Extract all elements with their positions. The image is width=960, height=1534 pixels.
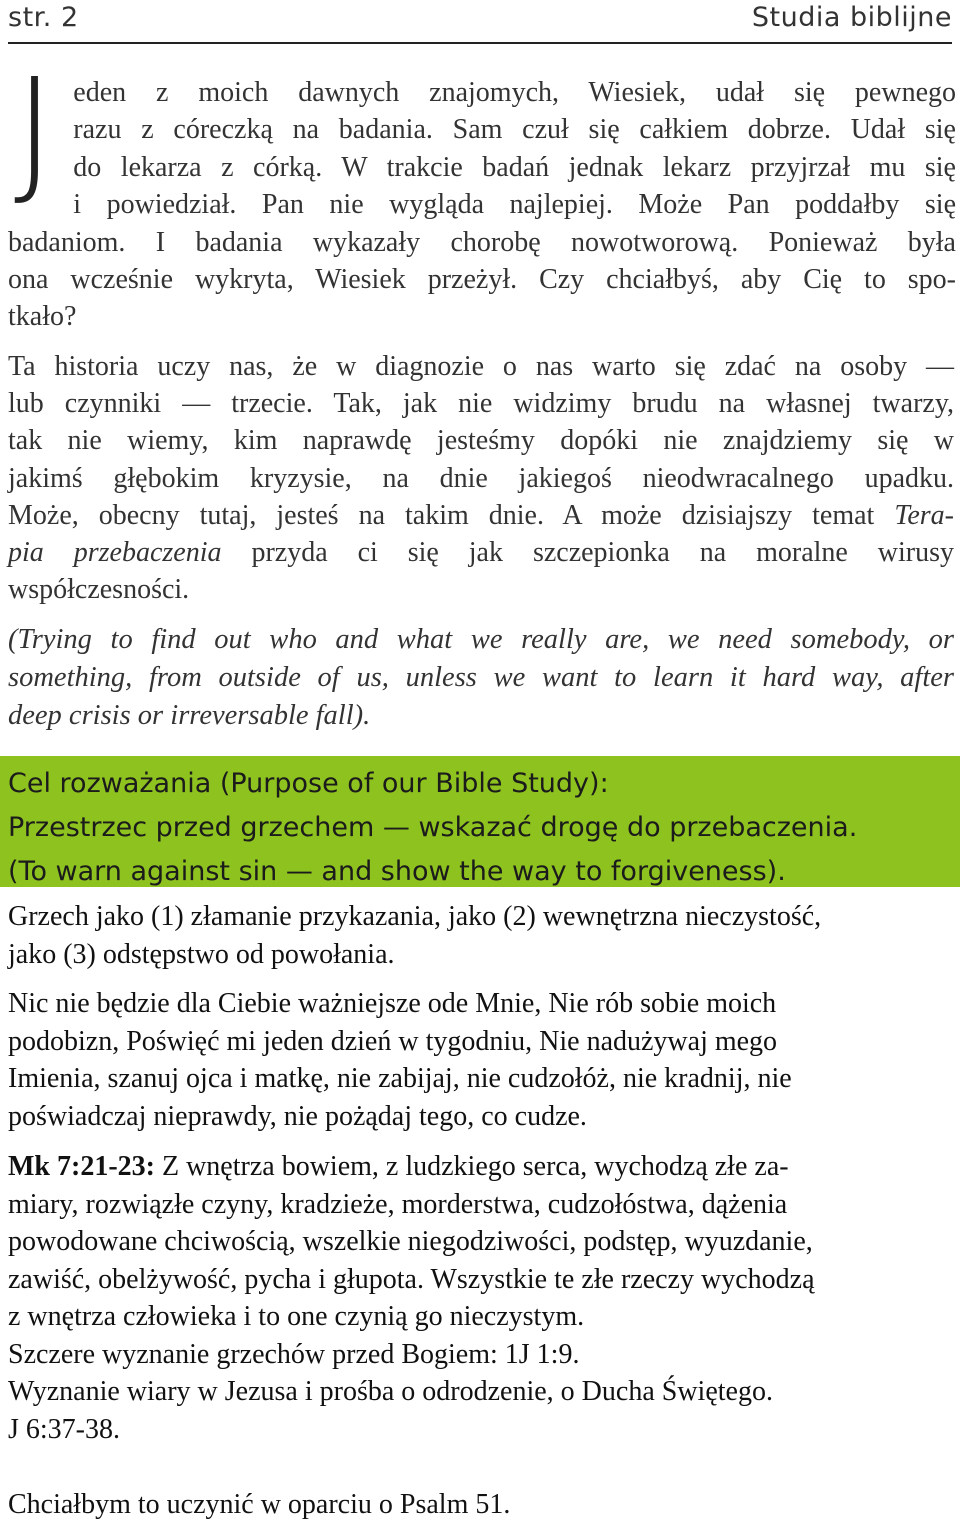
scripture-reference: Mk 7:21-23:: [8, 1151, 155, 1182]
intro-line: eden z moich dawnych znajomych, Wiesiek, udał się pewnego: [73, 77, 956, 108]
scripture-text: Z wnętrza bowiem, z ludzkiego serca, wychodzą złe za-: [161, 1151, 789, 1182]
intro-line: i powiedział. Pan nie wygląda najlepiej. Może Pan poddałby się: [73, 189, 956, 221]
story-line: [8, 534, 954, 571]
purpose-box: [0, 756, 960, 887]
topic-title-part2: pia przebaczenia: [8, 537, 222, 569]
body-line: [8, 1148, 954, 1186]
english-line: something, from outside of us, unless we want to learn it hard way, after: [8, 661, 954, 693]
page-header: [8, 0, 952, 44]
purpose-heading: Cel rozważania (Purpose of our Bible Study):: [8, 768, 609, 799]
intro-line: razu z córeczką na badania. Sam czuł się całkiem dobrze. Udał się: [73, 114, 956, 146]
body-line: miary, rozwiązłe czyny, kradzieże, morderstwa, cudzołóstwa, dążenia: [8, 1188, 788, 1220]
body-line: Nic nie będzie dla Ciebie ważniejsze ode Mnie, Nie rób sobie moich: [8, 988, 777, 1019]
body-line: Imienia, szanuj ojca i matkę, nie zabijaj, nie cudzołóż, nie kradnij, nie: [8, 1063, 792, 1094]
story-line: [8, 497, 954, 534]
body-line: Wyznanie wiary w Jezusa i prośba o odrodzenie, o Ducha Świętego.: [8, 1376, 773, 1407]
drop-cap: J: [14, 49, 56, 212]
story-text: przyda ci się jak szczepionka na moralne wirusy: [251, 537, 954, 569]
intro-line: ona wcześnie wykryta, Wiesiek przeżył. Czy chciałbyś, aby Cię to spo-: [8, 264, 956, 296]
body-line: jako (3) odstępstwo od powołania.: [8, 938, 395, 970]
intro-line: tkało?: [8, 301, 77, 333]
story-line: tak nie wiemy, kim naprawdę jesteśmy dopóki nie znajdziemy się w: [8, 425, 954, 457]
topic-title-part1: Tera-: [894, 499, 954, 531]
story-line: Ta historia uczy nas, że w diagnozie o nas warto się zdać na osoby —: [8, 351, 954, 382]
body-line: poświadczaj nieprawdy, nie pożądaj tego, co cudze.: [8, 1100, 587, 1132]
commandments-paragraph: [8, 985, 954, 1135]
body-line: Grzech jako (1) złamanie przykazania, jako (2) wewnętrzna nieczystość,: [8, 901, 822, 932]
body-line: z wnętrza człowieka i to one czynią go nieczystym.: [8, 1301, 585, 1332]
section-title: Studia biblijne: [751, 2, 952, 33]
story-text: Może, obecny tutaj, jesteś na takim dnie. A może dzisiajszy temat: [8, 499, 875, 531]
english-line: deep crisis or irreversable fall).: [8, 699, 371, 731]
story-paragraph: [8, 348, 954, 608]
story-line: jakimś głębokim kryzysie, na dnie jakiegoś nieodwracalnego upadku.: [8, 462, 954, 494]
body-line: zawiść, obelżywość, pycha i głupota. Wszystkie te złe rzeczy wychodzą: [8, 1263, 815, 1295]
story-line: współczesności.: [8, 574, 190, 606]
sin-definition: [8, 898, 954, 973]
body-line: powodowane chciwością, wszelkie niegodziwości, podstęp, wyuzdanie,: [8, 1226, 813, 1257]
page-number: str. 2: [8, 2, 79, 33]
purpose-polish: Przestrzec przed grzechem — wskazać drogę do przebaczenia.: [8, 812, 858, 843]
english-line: (Trying to find out who and what we really are, we need somebody, or: [8, 624, 954, 655]
body-line: J 6:37-38.: [8, 1413, 120, 1445]
english-translation: [8, 621, 954, 734]
intro-paragraph: [8, 49, 956, 336]
body-line: Szczere wyznanie grzechów przed Bogiem: 1J 1:9.: [8, 1338, 580, 1370]
scripture-paragraph: [8, 1148, 954, 1448]
closing-text: Chciałbym to uczynić w oparciu o Psalm 51.: [8, 1489, 511, 1520]
intro-line: do lekarza z córką. W trakcie badań jednak lekarz przyjrzał mu się: [73, 151, 956, 183]
intro-line: badaniom. I badania wykazały chorobę nowotworową. Ponieważ była: [8, 226, 956, 258]
story-line: lub czynniki — trzecie. Tak, jak nie widzimy brudu na własnej twarzy,: [8, 388, 954, 420]
body-line: podobizn, Poświęć mi jeden dzień w tygodniu, Nie nadużywaj mego: [8, 1025, 778, 1057]
purpose-english: (To warn against sin — and show the way to forgiveness).: [8, 856, 786, 887]
closing-line: [8, 1486, 954, 1524]
